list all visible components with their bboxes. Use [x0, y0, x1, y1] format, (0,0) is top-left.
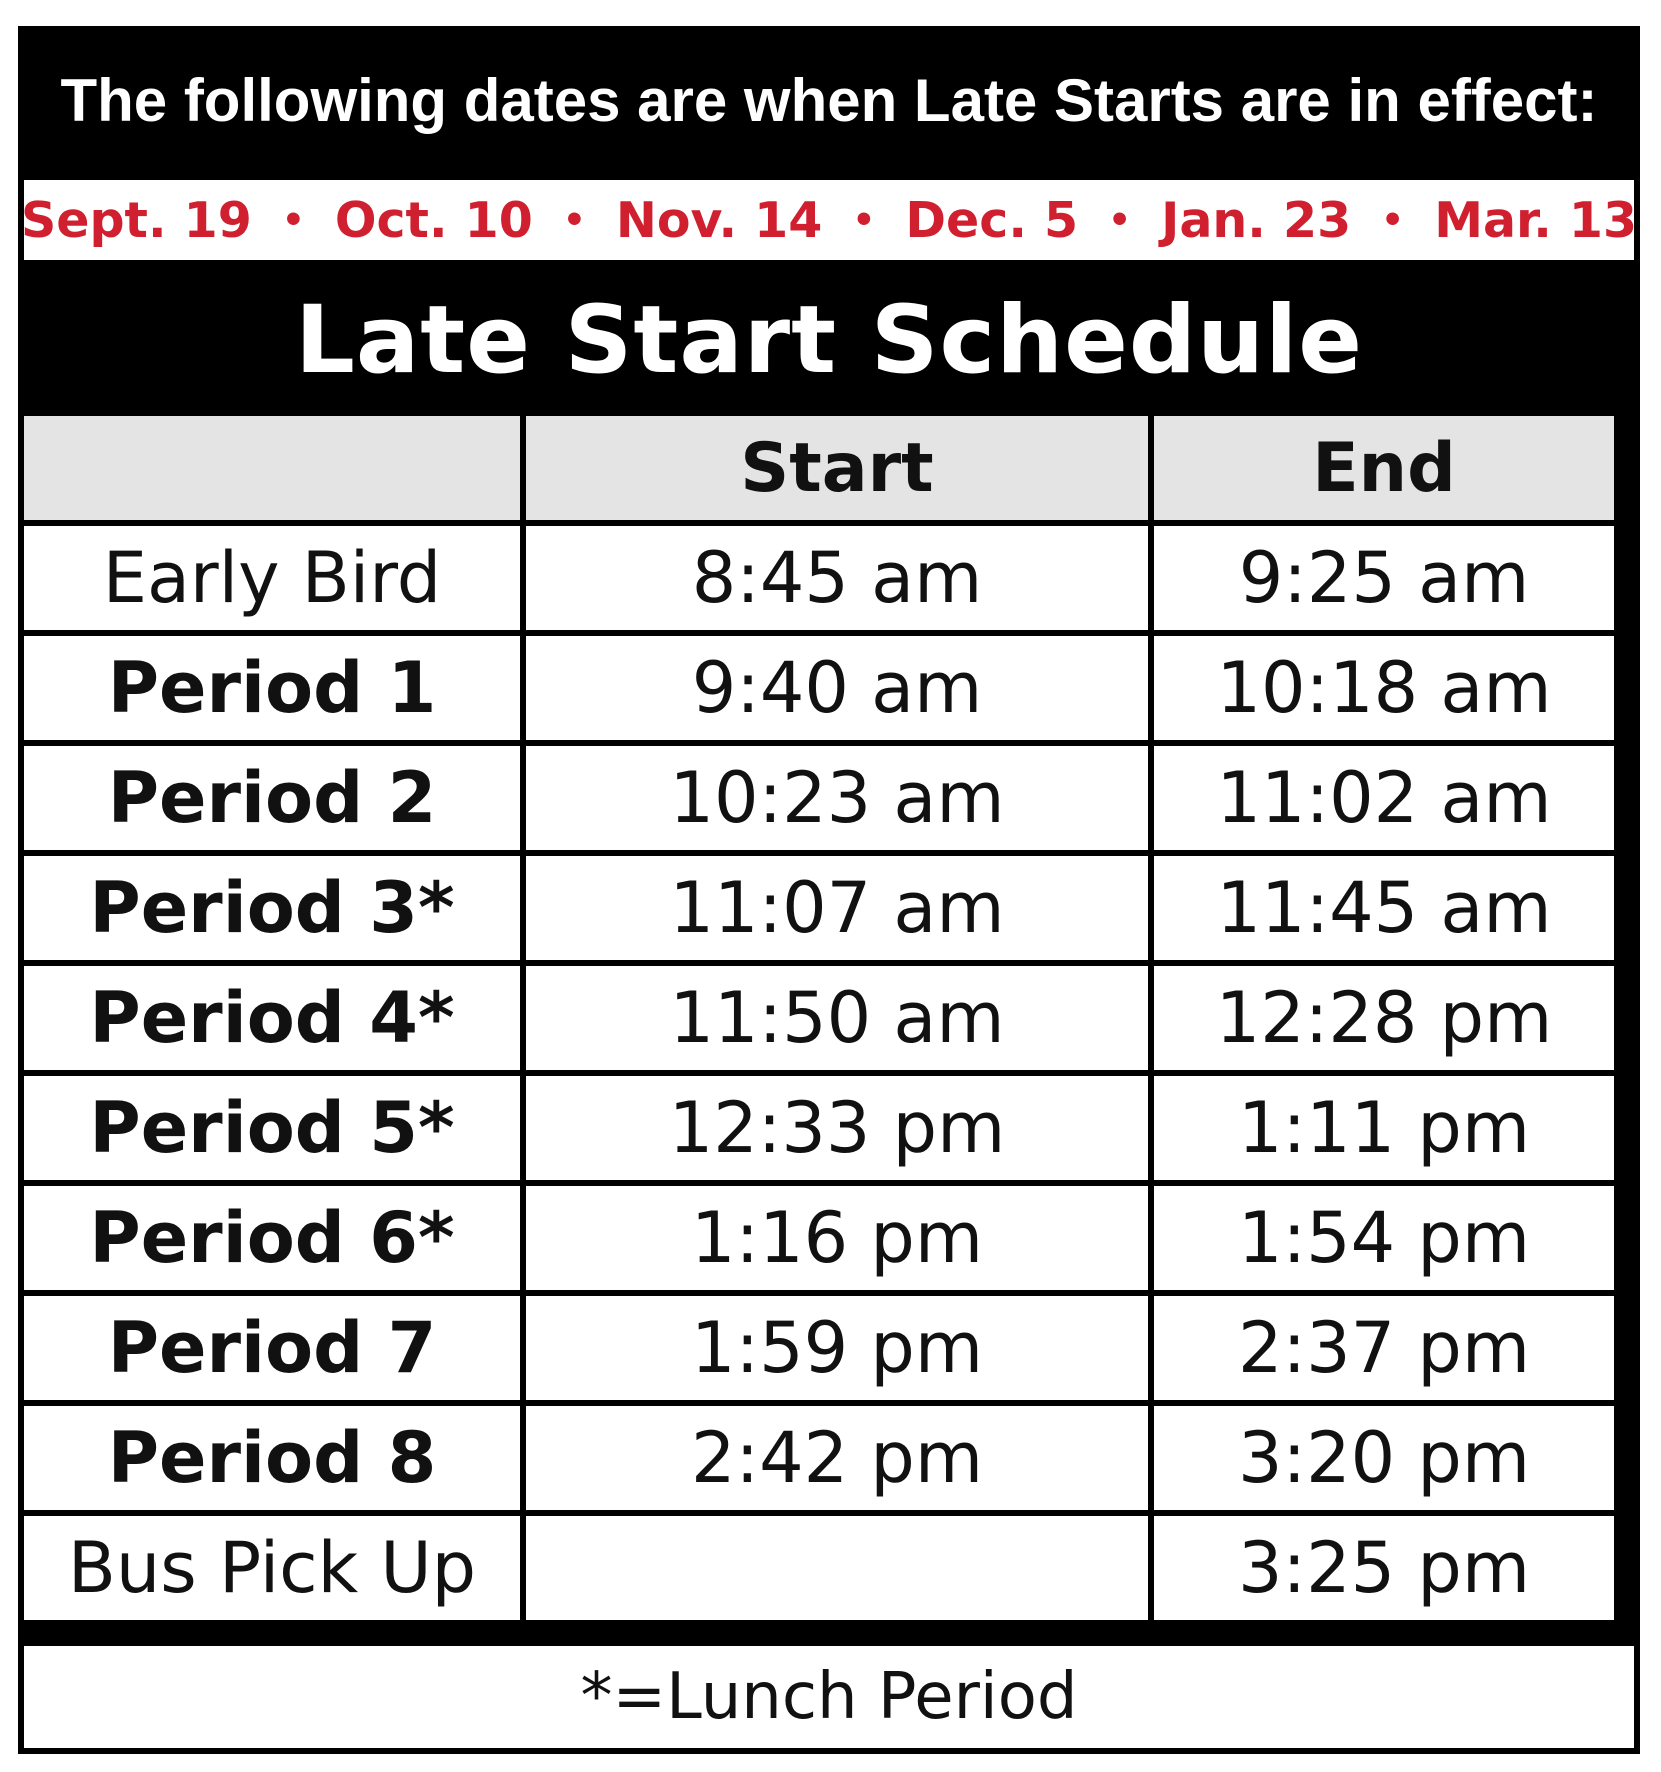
- end-time: 1:11 pm: [1154, 1076, 1614, 1180]
- start-time: 2:42 pm: [526, 1406, 1148, 1510]
- end-time: 3:25 pm: [1154, 1516, 1614, 1620]
- start-time: 8:45 am: [526, 526, 1148, 630]
- period-label: Period 7: [24, 1296, 520, 1400]
- end-time: 11:45 am: [1154, 856, 1614, 960]
- late-start-dates: [20, 180, 1638, 260]
- period-label: Period 8: [24, 1406, 520, 1510]
- late-start-date: Sept. 19: [20, 191, 252, 249]
- notice-text: The following dates are when Late Starts are in effect:: [60, 66, 1598, 134]
- start-time: 9:40 am: [526, 636, 1148, 740]
- period-label: Period 6*: [24, 1186, 520, 1290]
- start-time: 11:07 am: [526, 856, 1148, 960]
- late-start-date: Jan. 23: [1161, 191, 1352, 249]
- notice-banner: [18, 26, 1640, 174]
- period-label: Bus Pick Up: [24, 1516, 520, 1620]
- period-label: Period 3*: [24, 856, 520, 960]
- title-banner: [18, 266, 1640, 414]
- period-label: Period 5*: [24, 1076, 520, 1180]
- header-blank: [24, 416, 520, 520]
- start-time: 10:23 am: [526, 746, 1148, 850]
- schedule-table: [24, 416, 1634, 1620]
- end-time: 1:54 pm: [1154, 1186, 1614, 1290]
- end-time: 10:18 am: [1154, 636, 1614, 740]
- late-start-date: Nov. 14: [615, 191, 823, 249]
- footnote: *=Lunch Period: [24, 1646, 1634, 1748]
- period-label: Period 1: [24, 636, 520, 740]
- header-start: Start: [526, 416, 1148, 520]
- start-time: 1:16 pm: [526, 1186, 1148, 1290]
- schedule-sheet: [18, 26, 1640, 1754]
- period-label: Period 2: [24, 746, 520, 850]
- end-time: 2:37 pm: [1154, 1296, 1614, 1400]
- end-time: 3:20 pm: [1154, 1406, 1614, 1510]
- date-separator: •: [562, 199, 586, 241]
- period-label: Period 4*: [24, 966, 520, 1070]
- start-time: 11:50 am: [526, 966, 1148, 1070]
- page-title: Late Start Schedule: [294, 285, 1364, 395]
- end-time: 11:02 am: [1154, 746, 1614, 850]
- end-time: 9:25 am: [1154, 526, 1614, 630]
- date-separator: •: [852, 199, 876, 241]
- late-start-date: Mar. 13: [1434, 191, 1638, 249]
- header-end: End: [1154, 416, 1614, 520]
- start-time: 1:59 pm: [526, 1296, 1148, 1400]
- start-time: [526, 1516, 1148, 1620]
- end-time: 12:28 pm: [1154, 966, 1614, 1070]
- date-separator: •: [1108, 199, 1132, 241]
- period-label: Early Bird: [24, 526, 520, 630]
- date-separator: •: [281, 199, 305, 241]
- late-start-date: Oct. 10: [334, 191, 533, 249]
- late-start-date: Dec. 5: [905, 191, 1079, 249]
- start-time: 12:33 pm: [526, 1076, 1148, 1180]
- date-separator: •: [1381, 199, 1405, 241]
